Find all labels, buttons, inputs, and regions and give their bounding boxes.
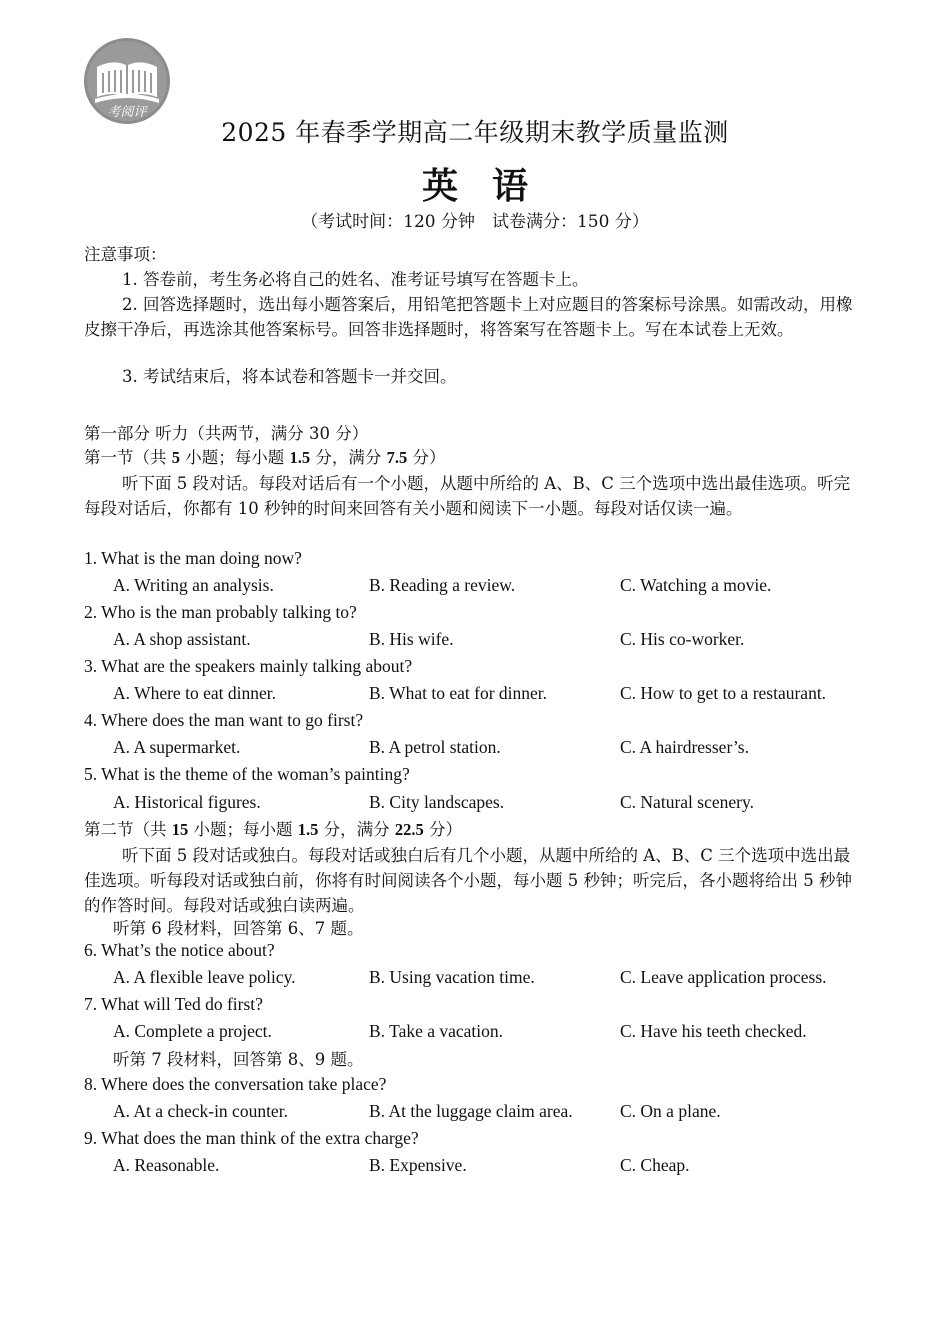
question-6: 6. What’s the notice about? [84, 940, 275, 960]
option-2b: B. His wife. [369, 629, 454, 649]
option-4b: B. A petrol station. [369, 737, 501, 757]
option-3b: B. What to eat for dinner. [369, 683, 548, 703]
option-8b: B. At the luggage claim area. [369, 1101, 573, 1121]
option-2c: C. His co-worker. [620, 629, 745, 649]
option-6a: A. A flexible leave policy. [113, 967, 296, 987]
option-4c: C. A hairdresser’s. [620, 737, 749, 757]
option-4a: A. A supermarket. [113, 737, 241, 757]
section2-title: 第二节（共 15 小题；每小题 1.5 分，满分 22.5 分） [84, 820, 462, 839]
option-5c: C. Natural scenery. [620, 792, 754, 812]
question-4: 4. Where does the man want to go first? [84, 710, 364, 730]
option-6c: C. Leave application process. [620, 967, 827, 987]
section1-instructions: 听下面 5 段对话。每段对话后有一个小题，从题中所给的 A、B、C 三个选项中选出最佳选项。听完每段对话后，你都有 10 秒钟的时间来回答有关小题和阅读下一小题。每段对话仅读一遍。 [84, 474, 851, 518]
option-3a: A. Where to eat dinner. [113, 683, 276, 703]
question-7: 7. What will Ted do first? [84, 994, 263, 1014]
material-6-note: 听第 6 段材料，回答第 6、7 题。 [113, 919, 364, 938]
question-3: 3. What are the speakers mainly talking about? [84, 656, 413, 676]
part1-title: 第一部分 听力（共两节，满分 30 分） [84, 424, 369, 443]
question-9: 9. What does the man think of the extra charge? [84, 1128, 419, 1148]
option-3c: C. How to get to a restaurant. [620, 683, 827, 703]
notice-item-2: 2. 回答选择题时，选出每小题答案后，用铅笔把答题卡上对应题目的答案标号涂黑。如需改动，用橡皮擦干净后，再选涂其他答案标号。回答非选择题时，将答案写在答题卡上。写在本试卷上无效。 [84, 295, 853, 339]
option-7c: C. Have his teeth checked. [620, 1021, 807, 1041]
exam-title: 2025 年春季学期高二年级期末教学质量监测 [221, 118, 729, 147]
option-8a: A. At a check-in counter. [113, 1101, 288, 1121]
notice-heading: 注意事项： [84, 245, 167, 264]
option-6b: B. Using vacation time. [369, 967, 535, 987]
section2-instructions: 听下面 5 段对话或独白。每段对话或独白后有几个小题，从题中所给的 A、B、C 三个选项中选出最佳选项。听每段对话或独白前，你将有时间阅读各个小题，每小题 5 秒钟；听完后，各小题将给出 5 秒钟的作答时间。每段对话或独白读两遍。 [84, 846, 852, 915]
option-9c: C. Cheap. [620, 1155, 690, 1175]
option-1a: A. Writing an analysis. [113, 575, 274, 595]
option-9b: B. Expensive. [369, 1155, 467, 1175]
option-8c: C. On a plane. [620, 1101, 721, 1121]
option-7a: A. Complete a project. [113, 1021, 272, 1041]
logo-text: 考阅评 [107, 105, 147, 120]
option-9a: A. Reasonable. [113, 1155, 220, 1175]
option-5b: B. City landscapes. [369, 792, 505, 812]
option-2a: A. A shop assistant. [113, 629, 251, 649]
subject-title: 英语 [421, 166, 562, 207]
option-7b: B. Take a vacation. [369, 1021, 504, 1041]
notice-item-1: 1. 答卷前，考生务必将自己的姓名、准考证号填写在答题卡上。 [122, 270, 589, 289]
option-1c: C. Watching a movie. [620, 575, 772, 595]
question-2: 2. Who is the man probably talking to? [84, 602, 357, 622]
question-1: 1. What is the man doing now? [84, 548, 302, 568]
material-7-note: 听第 7 段材料，回答第 8、9 题。 [113, 1050, 364, 1069]
book-logo-icon [83, 37, 171, 125]
option-5a: A. Historical figures. [113, 792, 261, 812]
question-8: 8. Where does the conversation take place? [84, 1074, 387, 1094]
section1-title: 第一节（共 5 小题；每小题 1.5 分，满分 7.5 分） [84, 448, 446, 467]
option-1b: B. Reading a review. [369, 575, 516, 595]
exam-meta: （考试时间：120 分钟 试卷满分：150 分） [301, 212, 649, 232]
notice-item-3: 3. 考试结束后，将本试卷和答题卡一并交回。 [122, 367, 457, 386]
question-5: 5. What is the theme of the woman’s painting? [84, 764, 410, 784]
